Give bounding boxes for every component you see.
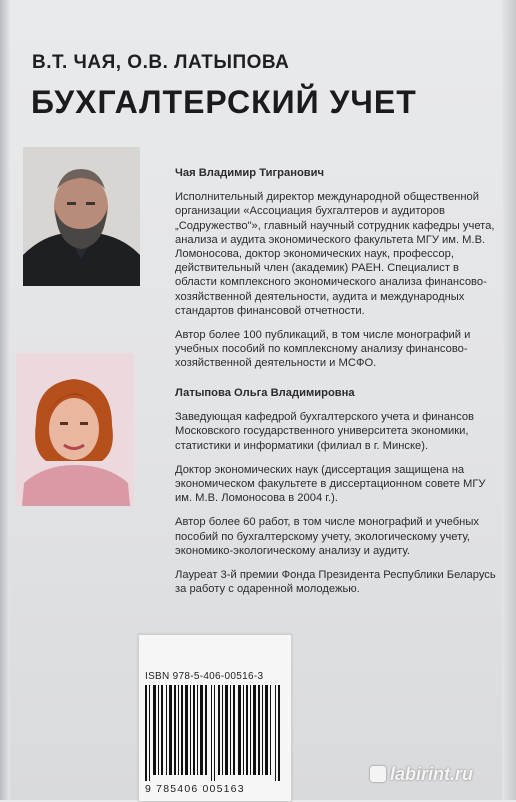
author2-bio [175, 386, 500, 606]
ean-digits: 9 785406 005163 [145, 783, 245, 795]
author2-paragraph: Лауреат 3-й премии Фонда Президента Республики Беларусь за работу с одаренной молодежью. [175, 569, 496, 596]
author1-bio [175, 166, 500, 381]
cover-right-edge [502, 0, 516, 800]
watermark-text: labirint.ru [390, 764, 474, 784]
cover-authors: В.Т. ЧАЯ, О.В. ЛАТЫПОВА [32, 52, 290, 73]
author1-photo [23, 147, 140, 286]
barcode-sticker [138, 634, 292, 802]
author2-paragraph: Доктор экономических наук (диссертация защищена на экономическом факультете в диссертационном совете МГУ им. М.В. Ломоносова в 2004 г.). [175, 463, 486, 505]
cover-left-edge [0, 0, 10, 800]
author1-paragraph: Автор более 100 публикаций, в том числе монографий и учебных пособий по комплексному анализу финансово-хозяйственной деятельности и МСФО. [175, 329, 471, 370]
labirint-logo-icon [370, 766, 386, 782]
barcode-image [145, 685, 283, 781]
author2-photo [16, 353, 134, 506]
site-watermark [370, 764, 473, 785]
author2-paragraph: Заведующая кафедрой бухгалтерского учета и финансов Московского государственного университета экономики, статистики и информатики (филиал в г. Минске). [175, 411, 475, 452]
author2-paragraph: Автор более 60 работ, в том числе монографий и учебных пособий по бухгалтерскому учету, экологическому учету, экономико-экологическому анализу и аудиту. [175, 516, 479, 557]
author1-paragraph: Исполнительный директор международной общественной организации «Ассоциация бухгалтеров и аудиторов „Содружество"», главный научный сотрудник кафедры учета, анализа и аудита экономического факультета МГУ им. М.В. Ломоносова, доктор экономических наук, профессор, действительный член (академик) РАЕН. Специалист в области комплексного экономического анализа финансово-хозяйственной деятельности, аудита и международных стандартов финансовой отчетности. [175, 191, 495, 317]
isbn-label: ISBN 978-5-406-00516-3 [145, 671, 264, 682]
book-title: БУХГАЛТЕРСКИЙ УЧЕТ [31, 84, 417, 120]
author2-name: Латыпова Ольга Владимировна [175, 387, 355, 399]
author1-name: Чая Владимир Тигранович [175, 167, 325, 179]
